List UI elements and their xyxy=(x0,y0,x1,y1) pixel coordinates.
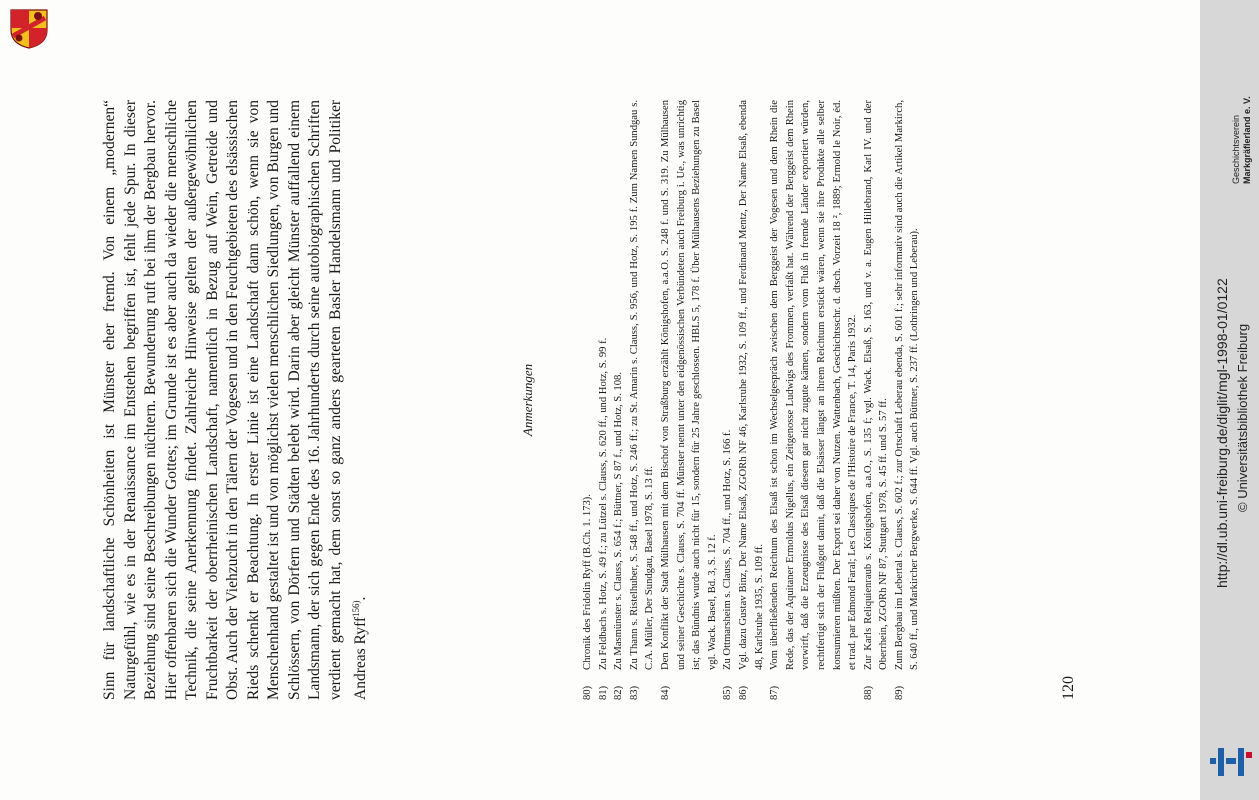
copyright-text: © Universitätsbibliothek Freiburg xyxy=(1235,323,1250,512)
note-item xyxy=(627,100,658,700)
notes-heading: Anmerkungen xyxy=(520,363,535,437)
note-text: Chronik des Fridolin Ryff (B.Ch. 1. 173). xyxy=(582,494,593,670)
note-item xyxy=(861,100,892,700)
main-text xyxy=(100,100,372,700)
note-number: 86) xyxy=(737,685,749,700)
note-text: Vgl. dazu Gustav Binz, Der Name Elsaß, ZGORh NF 46, Karlsruhe 1932, S. 109 ff., und Ferdinand Mentz, Der Name Elsaß, ebenda 48, Karlsruhe 1935, S. 109 ff. xyxy=(737,100,765,670)
permalink-url[interactable]: http://dl.ub.uni-freiburg.de/diglit/mgl-1998-01/0122 xyxy=(1214,278,1230,588)
note-text: Zu Masmünster s. Clauss, S. 654 f.; Büttner, S 87 f., und Hotz, S. 108. xyxy=(613,372,625,670)
page-number: 120 xyxy=(1060,676,1077,700)
paragraph-end: . xyxy=(352,596,370,601)
note-number: 80) xyxy=(582,685,593,700)
note-item xyxy=(892,100,923,700)
note-number: 89) xyxy=(893,685,905,700)
note-text: Zu Feldbach s. Hotz, S. 49 f.; zu Lützel s. Clauss, S. 620 ff., und Hotz, S. 99 f. xyxy=(597,337,609,670)
crest-logo-icon[interactable] xyxy=(7,6,51,50)
note-text: Den Konflikt der Stadt Mülhausen mit dem Bischof von Straßburg erzählt Königshofen, a.a.O. S. 248 f. und S. 319. Zu Mülhausen und seiner Geschichte s. Clauss, S. 704 ff. Münster nennt unter den eidgenössischen Verbündeten auch Freiburg i. Ue., was unrichtig ist; das Bündnis wurde auch nicht für 15, sondern für 25 Jahre geschlossen. HBLS 5, 178 f. Über Mülhausens Beziehungen zu Basel vgl. Wack. Basel, Bd. 3, S. 12 f. xyxy=(659,100,718,670)
rotated-page-content xyxy=(100,100,1090,700)
note-item xyxy=(736,100,767,700)
note-number: 85) xyxy=(722,685,734,700)
note-number: 87) xyxy=(769,685,781,700)
main-paragraph-text: Sinn für landschaftliche Schönheiten ist Münster eher fremd. Von einem „modernen“ Naturgefühl, wie es in der Renaissance im Entstehen begriffen ist, fehlt jede Spur. In dieser Beziehung sind seine Beschreibungen nüchtern. Bewunderung ruft bei ihm der Bergbau hervor. Hier offenbaren sich die Wunder Gottes; im Grunde ist es aber auch da wieder die menschliche Technik, die seine Anerkennung findet. Zahlreiche Hinweise gelten der außergewöhnlichen Fruchtbarkeit der oberrheinischen Landschaft, namentlich in Bezug auf Wein, Getreide und Obst. Auch der Viehzucht in den Tälern der Vogesen und in den Feuchtgebieten des elsässischen Rieds schenkt er Beachtung. In erster Linie ist eine Landschaft dann schön, wenn sie von Menschenhand gestaltet ist und von möglichst vielen menschlichen Siedlungen, von Burgen und Schlössern, von Dörfern und Städten belebt wird. Darin aber gleicht Münster auffallend einem Landsmann, der sich gegen Ende des 16. Jahrhunderts durch seine autobiographischen Schriften verdient gemacht hat, dem sonst so ganz anders gearteten Basler Handelsmann und Politiker Andreas Ryff xyxy=(101,100,370,700)
note-text: Zu Thann s. Ristelhuber, S. 548 ff., und Hotz, S. 246 ff.; zu St. Amarin s. Clauss, S. 956, und Hotz, S. 195 f. Zum Namen Sundgau s. C.A. Müller, Der Sundgau, Basel 1978, S. 13 ff. xyxy=(628,100,656,670)
note-item xyxy=(611,100,627,700)
ub-freiburg-logo-icon[interactable] xyxy=(1208,744,1254,780)
note-item xyxy=(596,100,612,700)
note-number: 81) xyxy=(597,685,609,700)
note-item xyxy=(580,100,596,700)
note-text: Zum Bergbau im Lebertal s. Clauss, S. 602 f.; zur Ortschaft Leberau ebenda, S. 601 f.; sehr informativ sind auch die Artikel Markirch, S. 640 ff., und Markircher Bergwerke, S. 644 ff. Vgl. auch Büttner, S. 237 ff. (Lothringen und Leberau). xyxy=(893,100,921,670)
note-number: 88) xyxy=(862,685,874,700)
society-line-1: Geschichtsverein xyxy=(1231,114,1241,184)
note-text: Zur Karls Reliquienraub s. Königshofen, a.a.O., S. 135 f; vgl. Wack. Elsaß, S. 163, und v. a. Eugen Hillebrand, Karl IV. und der Oberrhein, ZGORh NF 87, Stuttgart 1978, S. 45 ff. und S. 57 ff. xyxy=(862,100,890,670)
note-item xyxy=(658,100,720,700)
society-line-2: Markgräflerland e. V. xyxy=(1242,96,1252,184)
note-item xyxy=(767,100,861,700)
note-number: 83) xyxy=(628,685,640,700)
footnote-ref: 156) xyxy=(351,600,361,617)
society-name xyxy=(1231,96,1253,184)
note-number: 82) xyxy=(613,685,625,700)
note-text: Zu Ottmarsheim s. Clauss, S. 704 ff., und Hotz, S. 166 f. xyxy=(722,429,734,670)
main-paragraph xyxy=(100,100,372,700)
note-number: 84) xyxy=(659,685,671,700)
note-item xyxy=(720,100,736,700)
notes-list xyxy=(580,100,923,700)
note-text: Vom überfließenden Reichtum des Elsaß ist schon im Wechselgespräch zwischen dem Berggeist der Vogesen und dem Rhein die Rede, das der Aquitaner Ermoldus Nigellus, ein Zeitgenosse Ludwigs des Frommen, verfaßt hat. Während der Berggeist dem Rhein vorwirft, daß die Erzeugnisse des Elsaß diesem gar nicht zugute kämen, sondern vom Fluß in fremde Länder exportiert würden, rechtfertigt sich der Flußgott damit, daß die Elsässer längst an ihrem Reichtum erstickt wären, wenn sie ihre Produkte alle selber konsumieren müßten. Der Export sei daher von Nutzen. Wattenbach, Geschichtsschr. d. dtsch. Vorzeit 18 ², 1889; Ermold le Noir, éd. et trad. par Edmond Faral; Les Classiques de l'Histoire de France, T. 14, Paris 1932. xyxy=(769,100,859,670)
